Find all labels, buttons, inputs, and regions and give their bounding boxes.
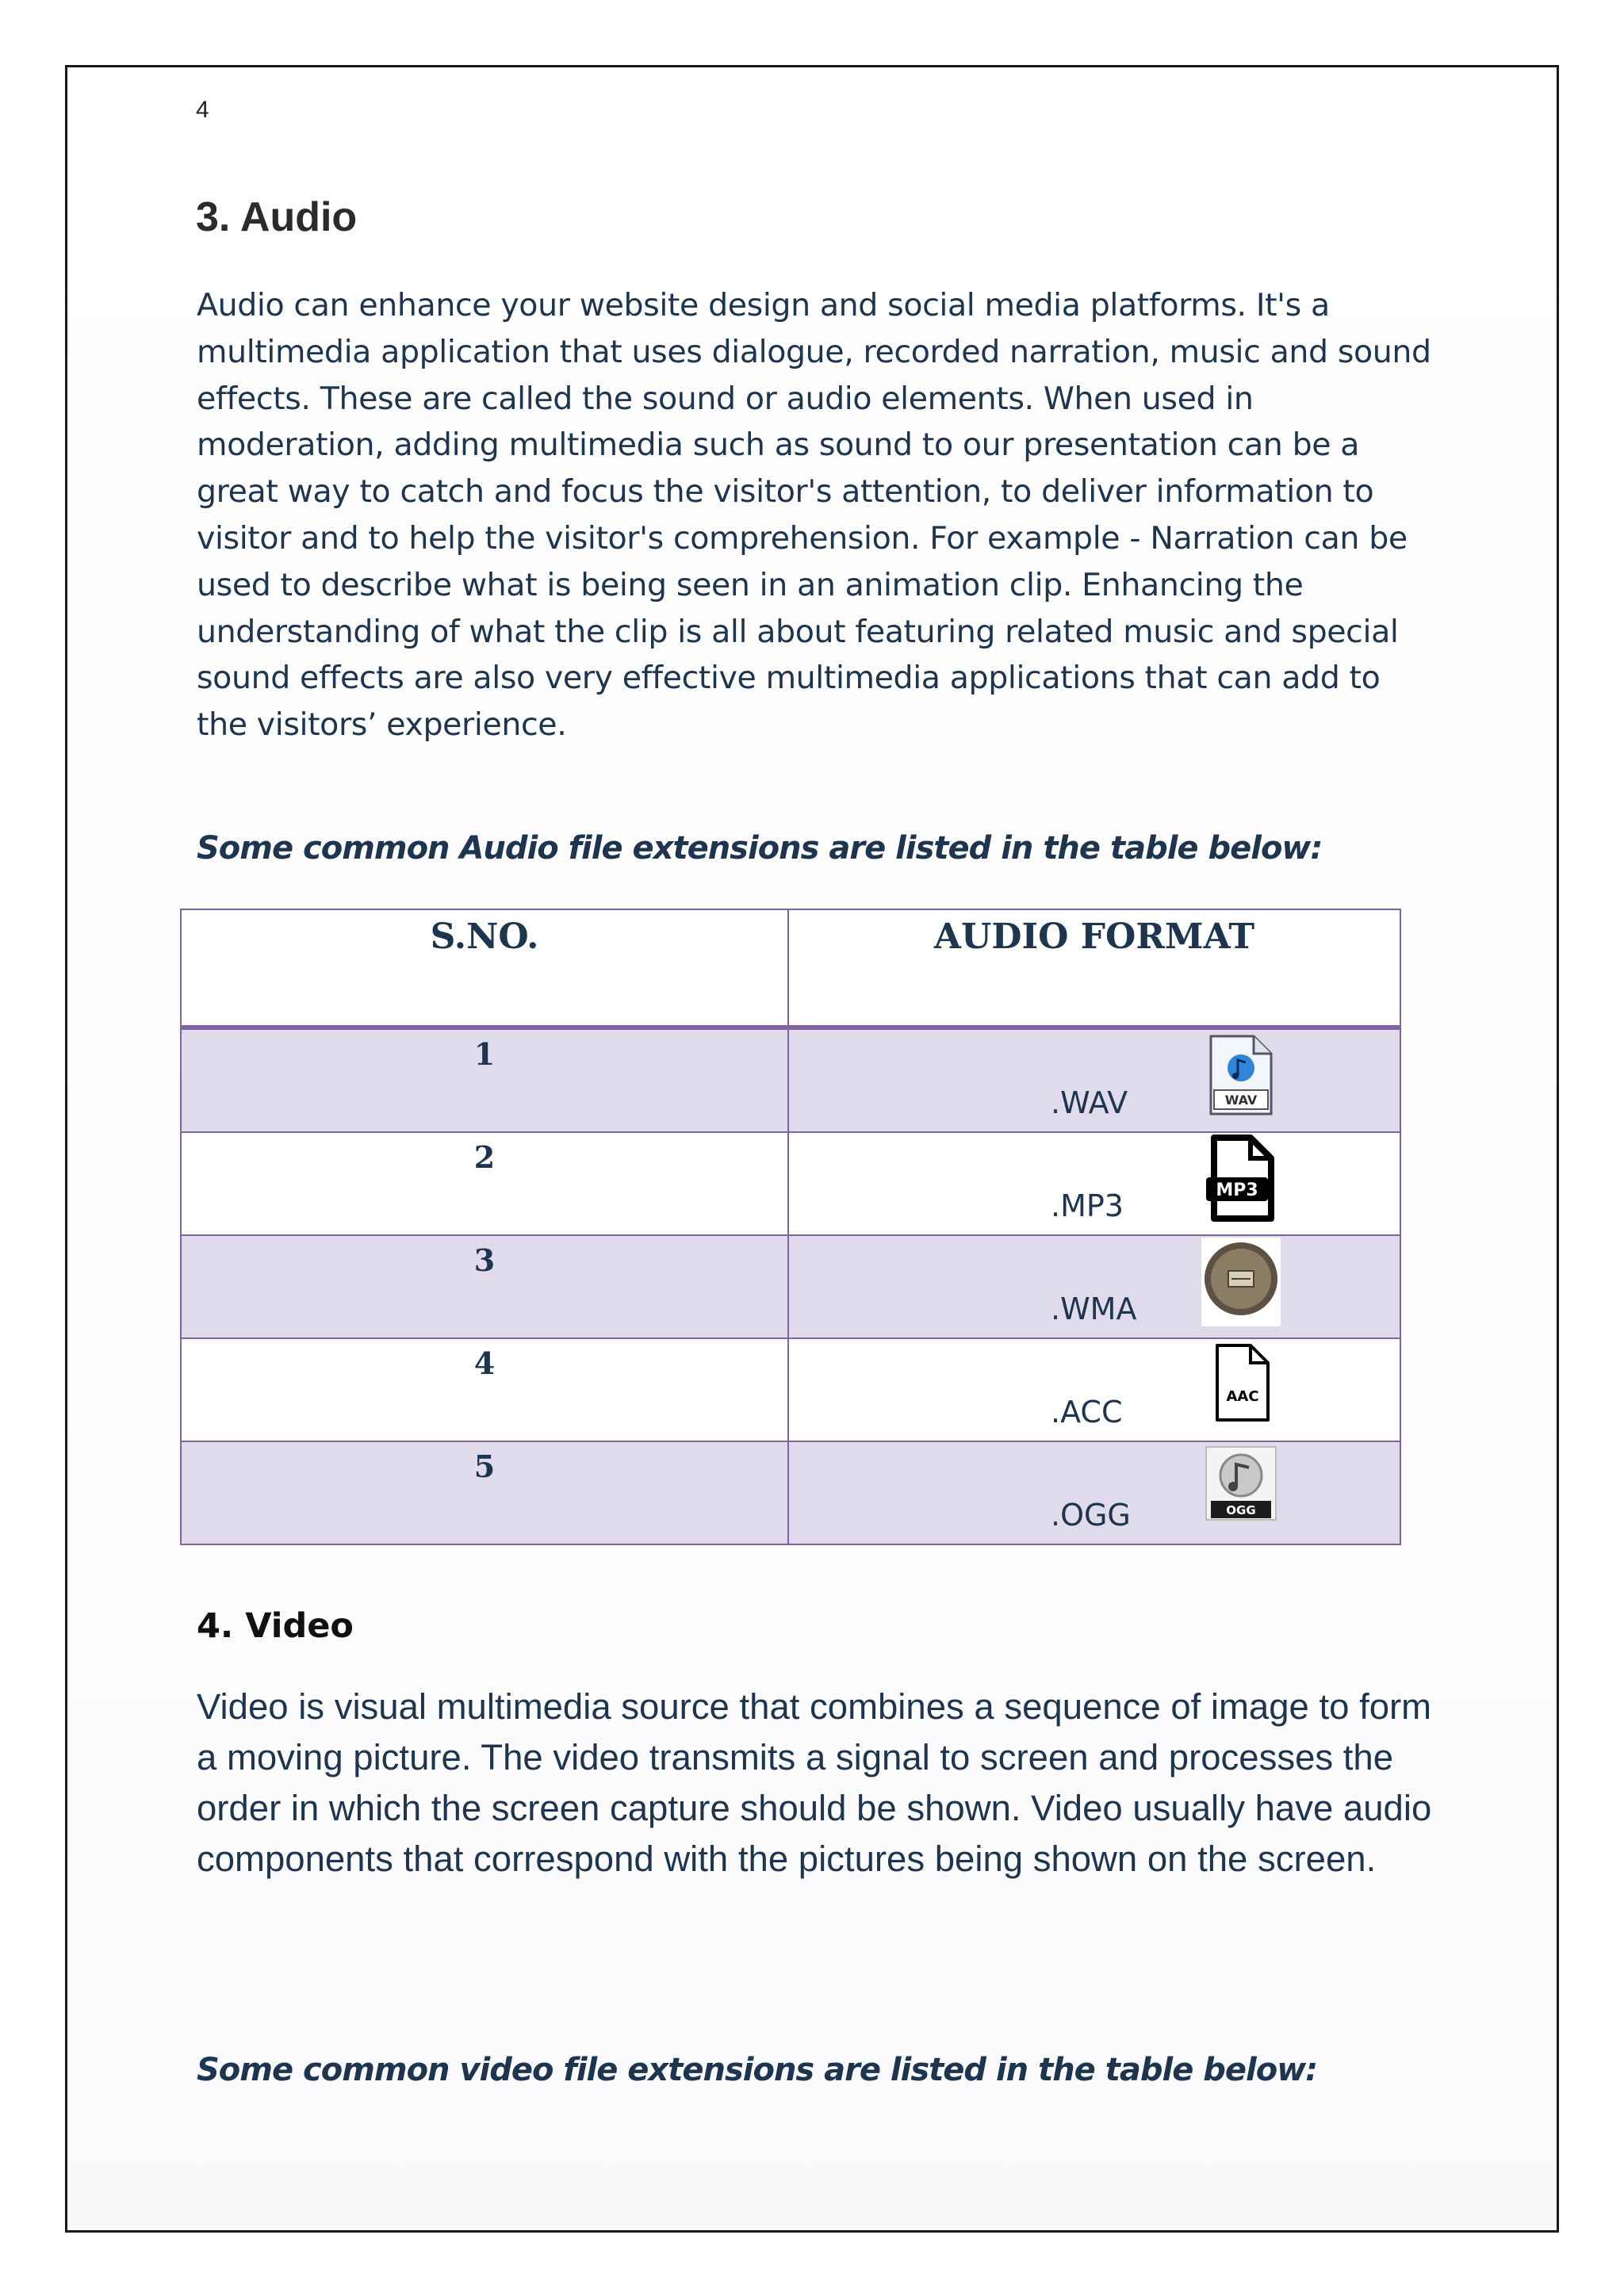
format-cell <box>788 1132 1400 1235</box>
format-extension: .MP3 <box>1051 1188 1124 1223</box>
sno-cell: 4 <box>181 1338 788 1441</box>
video-paragraph: Video is visual multimedia source that combines a sequence of image to form a moving picture. The video transmits a signal to screen and processes the order in which the screen capture should be shown. Video usually have audio components that correspond with the pictures being shown on the screen. <box>197 1686 1432 1879</box>
audio-table-caption: Some common Audio file extensions are listed in the table below: <box>197 830 1323 867</box>
svg-text:MP3: MP3 <box>1216 1181 1258 1200</box>
format-extension: .WAV <box>1051 1085 1128 1120</box>
svg-text:AAC: AAC <box>1226 1388 1259 1405</box>
svg-text:OGG: OGG <box>1226 1503 1256 1517</box>
sno-cell: 5 <box>181 1441 788 1544</box>
table-row <box>181 1441 1400 1544</box>
video-heading: 4. Video <box>197 1606 354 1646</box>
format-cell <box>788 1235 1400 1338</box>
ogg-file-icon <box>1201 1444 1281 1533</box>
format-extension: .OGG <box>1051 1498 1131 1533</box>
wma-file-icon <box>1201 1238 1281 1326</box>
wav-file-icon <box>1201 1031 1281 1120</box>
table-row <box>181 1235 1400 1338</box>
table-row <box>181 1027 1400 1132</box>
format-cell <box>788 1338 1400 1441</box>
format-extension: .ACC <box>1051 1395 1123 1429</box>
sno-cell: 1 <box>181 1027 788 1132</box>
aac-file-icon <box>1201 1341 1281 1429</box>
table-row <box>181 1338 1400 1441</box>
format-cell <box>788 1441 1400 1544</box>
table-row <box>181 1132 1400 1235</box>
video-table-caption: Some common video file extensions are listed in the table below: <box>197 2052 1318 2088</box>
header-sno: S.NO. <box>181 909 788 1027</box>
format-extension: .WMA <box>1051 1292 1137 1326</box>
table-header-row <box>181 909 1400 1027</box>
svg-text:WAV: WAV <box>1224 1093 1258 1108</box>
header-audio-format: AUDIO FORMAT <box>788 909 1400 1027</box>
page-number: 4 <box>196 97 209 123</box>
audio-paragraph: Audio can enhance your website design and social media platforms. It's a multimedia application that uses dialogue, recorded narration, music and sound effects. These are called the sound or audio elements. When used in moderation, adding multimedia such as sound to our presentation can be a great way to catch and focus the visitor's attention, to deliver information to visitor and to help the visitor's comprehension. For example - Narration can be used to describe what is being seen in an animation clip. Enhancing the understanding of what the clip is all about featuring related music and special sound effects are also very effective multimedia applications that can add to the visitors’ experience. <box>197 287 1431 744</box>
sno-cell: 2 <box>181 1132 788 1235</box>
sno-cell: 3 <box>181 1235 788 1338</box>
audio-format-table <box>180 909 1401 1545</box>
audio-heading: 3. Audio <box>196 194 358 240</box>
mp3-file-icon <box>1201 1135 1281 1223</box>
format-cell <box>788 1027 1400 1132</box>
